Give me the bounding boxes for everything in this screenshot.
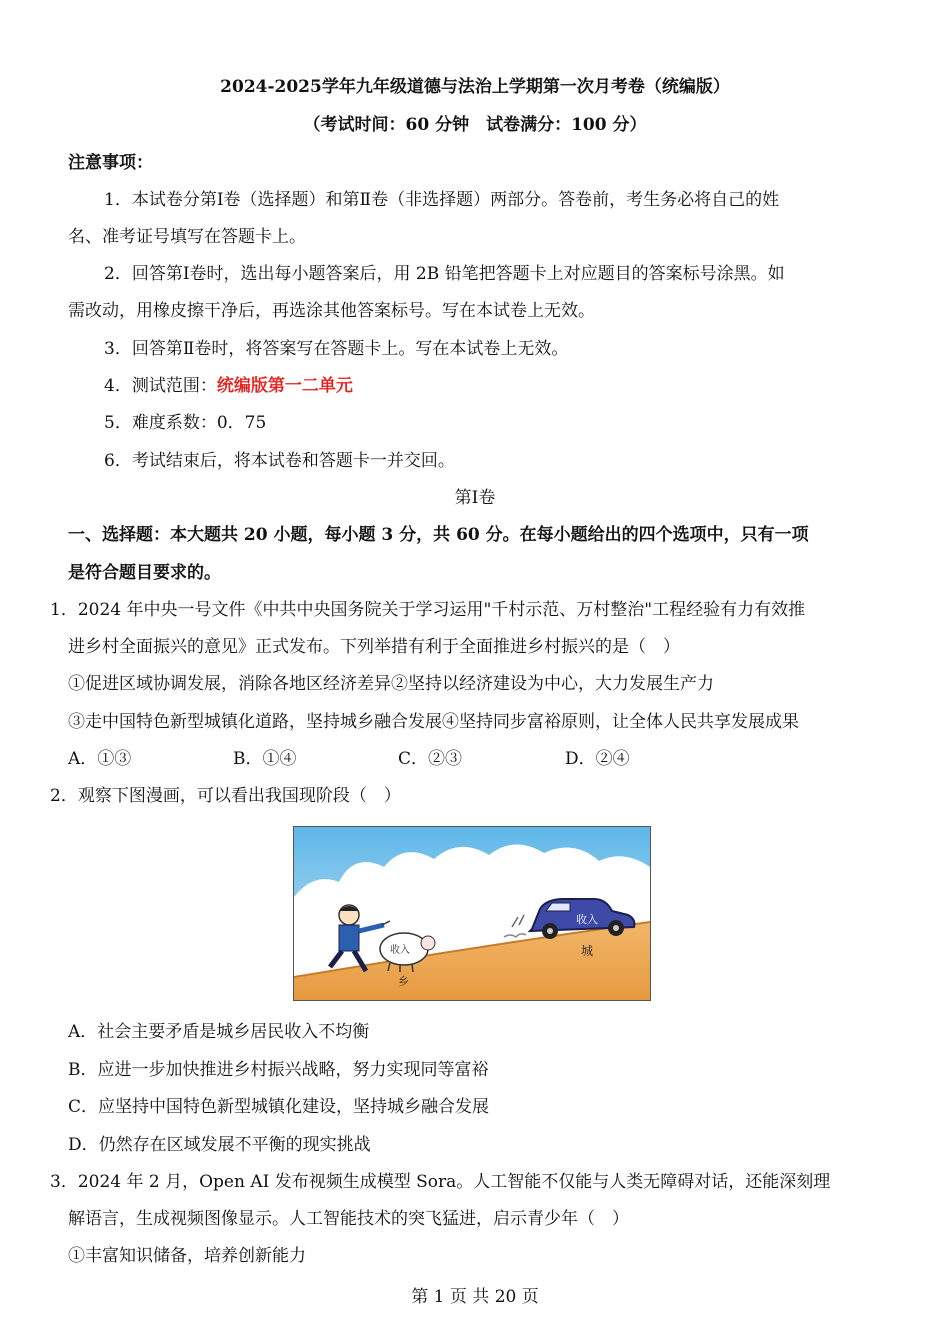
q1-statements-1: ①促进区域协调发展，消除各地区经济差异②坚持以经济建设为中心，大力发展生产力 bbox=[68, 674, 714, 694]
q1-option-c[interactable]: C．②③ bbox=[398, 749, 463, 769]
q1-stem: 1．2024 年中央一号文件《中共中央国务院关于学习运用"千村示范、万村整治"工程经验有力有效推 bbox=[50, 600, 806, 620]
note-item-2-cont: 需改动，用橡皮擦干净后，再选涂其他答案标号。写在本试卷上无效。 bbox=[68, 301, 595, 321]
notes-heading: 注意事项： bbox=[68, 153, 153, 173]
note-item-4 bbox=[104, 374, 353, 398]
note-item-3: 3．回答第Ⅱ卷时，将答案写在答题卡上。写在本试卷上无效。 bbox=[104, 339, 569, 359]
q2-option-b[interactable]: B．应进一步加快推进乡村振兴战略，努力实现同等富裕 bbox=[68, 1060, 489, 1080]
q1-option-b[interactable]: B．①④ bbox=[233, 749, 297, 769]
q1-option-a[interactable]: A．①③ bbox=[68, 749, 132, 769]
q1-option-d[interactable]: D．②④ bbox=[565, 749, 630, 769]
q3-statement-1: ①丰富知识储备，培养创新能力 bbox=[68, 1246, 306, 1266]
note-item-4-label: 4．测试范围： bbox=[104, 376, 217, 396]
note-item-6: 6．考试结束后，将本试卷和答题卡一并交回。 bbox=[104, 451, 455, 471]
exam-subtitle: （考试时间：60 分钟 试卷满分：100 分） bbox=[303, 115, 647, 135]
test-scope: 统编版第一二单元 bbox=[216, 376, 353, 396]
car-label: 收入 bbox=[576, 913, 598, 926]
section-instructions: 一、选择题：本大题共 20 小题，每小题 3 分，共 60 分。在每小题给出的四个选项中，只有一项 bbox=[68, 525, 809, 545]
q2-option-d[interactable]: D．仍然存在区域发展不平衡的现实挑战 bbox=[68, 1135, 371, 1155]
q1-options bbox=[68, 747, 768, 771]
q3-stem: 3．2024 年 2 月，Open AI 发布视频生成模型 Sora。人工智能不仅能与人类无障碍对话，还能深刻理 bbox=[50, 1172, 831, 1192]
q2-option-c[interactable]: C．应坚持中国特色新型城镇化建设，坚持城乡融合发展 bbox=[68, 1097, 490, 1117]
pig-label: 收入 bbox=[390, 945, 410, 956]
village-label: 乡 bbox=[398, 975, 409, 988]
q2-option-a[interactable]: A．社会主要矛盾是城乡居民收入不均衡 bbox=[68, 1022, 370, 1042]
section-instructions-cont: 是符合题目要求的。 bbox=[68, 563, 221, 583]
note-item-5: 5．难度系数：0．75 bbox=[104, 413, 267, 433]
note-item-2: 2．回答第Ⅰ卷时，选出每小题答案后，用 2B 铅笔把答题卡上对应题目的答案标号涂黑。如 bbox=[104, 264, 785, 284]
q2-stem: 2．观察下图漫画，可以看出我国现阶段（ ） bbox=[50, 786, 401, 806]
q3-stem-cont: 解语言，生成视频图像显示。人工智能技术的突飞猛进，启示青少年（ ） bbox=[68, 1209, 629, 1229]
note-item-1-cont: 名、准考证号填写在答题卡上。 bbox=[68, 227, 306, 247]
q1-stem-cont: 进乡村全面振兴的意见》正式发布。下列举措有利于全面推进乡村振兴的是（ ） bbox=[68, 637, 680, 657]
volume-title: 第Ⅰ卷 bbox=[454, 488, 496, 508]
q2-comic-image bbox=[293, 826, 651, 1001]
page-number: 第 1 页 共 20 页 bbox=[411, 1287, 539, 1307]
note-item-1: 1．本试卷分第Ⅰ卷（选择题）和第Ⅱ卷（非选择题）两部分。答卷前，考生务必将自己的姓 bbox=[104, 190, 780, 210]
city-label: 城 bbox=[581, 944, 594, 958]
comic-drawing bbox=[294, 827, 650, 1000]
q1-statements-2: ③走中国特色新型城镇化道路，坚持城乡融合发展④坚持同步富裕原则，让全体人民共享发展成果 bbox=[68, 712, 799, 732]
exam-title: 2024-2025学年九年级道德与法治上学期第一次月考卷（统编版） bbox=[220, 77, 730, 97]
